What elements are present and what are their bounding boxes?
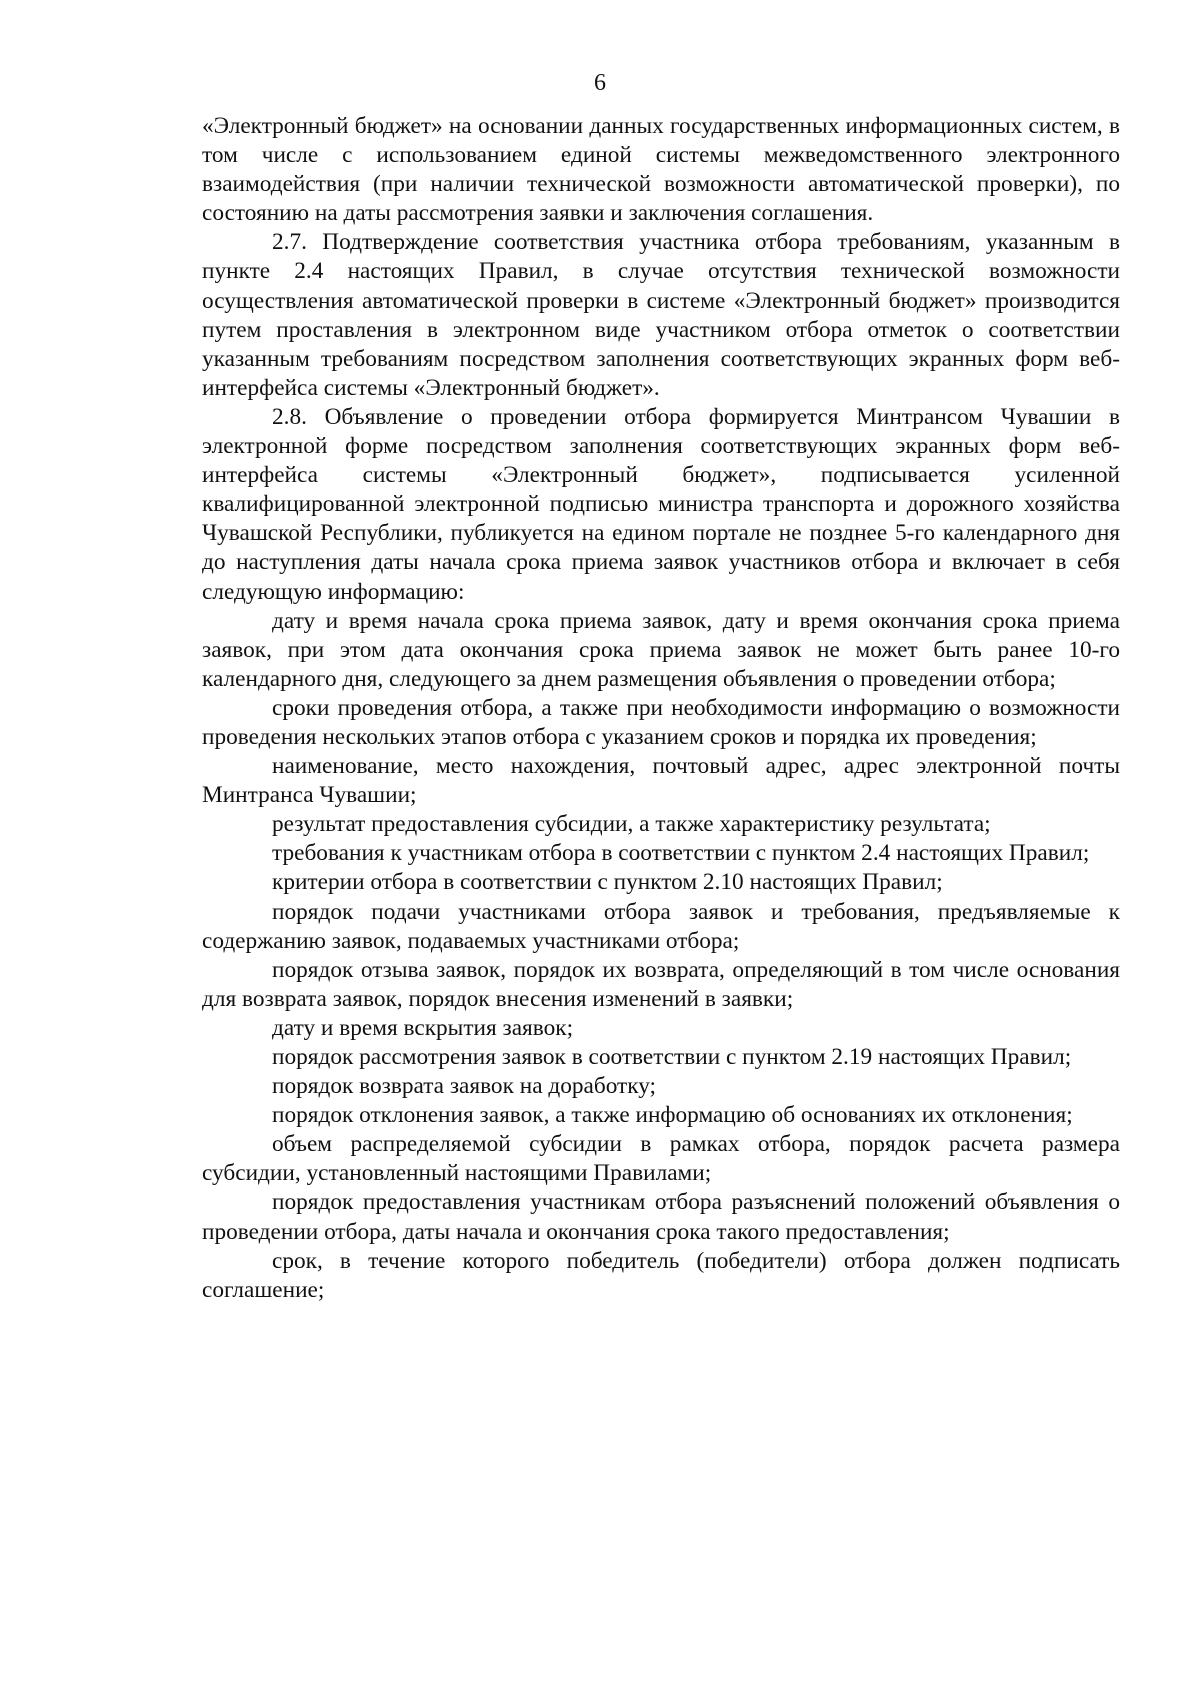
list-item: дату и время вскрытия заявок;: [272, 1014, 574, 1041]
list-item: порядок подачи участниками отбора заявок и требования, предъявляемые к содержанию заявок, подаваемых участниками отбора;: [202, 898, 1120, 954]
list-item: порядок предоставления участникам отбора разъяснений положений объявления о проведении отбора, даты начала и окончания срока такого предоставления;: [202, 1189, 1120, 1245]
list-item: наименование, место нахождения, почтовый адрес, адрес электронной почты Минтранса Чувашии;: [202, 753, 1120, 809]
list-item: порядок отзыва заявок, порядок их возврата, определяющий в том числе основания для возврата заявок, порядок внесения изменений в заявки;: [202, 956, 1120, 1012]
list-item: результат предоставления субсидии, а также характеристику результата;: [272, 811, 991, 838]
document-body: [202, 112, 1120, 1305]
list-item: порядок отклонения заявок, а также информацию об основаниях их отклонения;: [272, 1102, 1073, 1129]
list-item: дату и время начала срока приема заявок, дату и время окончания срока приема заявок, при этом дата окончания срока приема заявок не может быть ранее 10-го календарного дня, следующего за днем размещения объявления о проведении отбора;: [202, 607, 1120, 692]
paragraph: «Электронный бюджет» на основании данных государственных информационных систем, в том числе с использованием единой системы межведомственного электронного взаимодействия (при наличии технической возможности автоматической проверки), по состоянию на даты рассмотрения заявки и заключения соглашения.: [202, 113, 1120, 227]
paragraph-2-7: 2.7. Подтверждение соответствия участника отбора требованиям, указанным в пункте 2.4 настоящих Правил, в случае отсутствия технической возможности осуществления автоматической проверки в системе «Электронный бюджет» производится путем проставления в электронном виде участником отбора отметок о соответствии указанным требованиям посредством заполнения соответствующих экранных форм веб-интерфейса системы «Электронный бюджет».: [202, 229, 1120, 401]
list-item: срок, в течение которого победитель (победители) отбора должен подписать соглашение;: [202, 1247, 1120, 1303]
list-item: критерии отбора в соответствии с пунктом 2.10 настоящих Правил;: [272, 869, 943, 896]
paragraph-2-8: 2.8. Объявление о проведении отбора формируется Минтрансом Чувашии в электронной форме посредством заполнения соответствующих экранных форм веб-интерфейса системы «Электронный бюджет», подписывается усиленной квалифицированной электронной подписью министра транспорта и дорожного хозяйства Чувашской Республики, публикуется на едином портале не позднее 5-го календарного дня до наступления даты начала срока приема заявок участников отбора и включает в себя следующую информацию:: [202, 403, 1120, 605]
page-number: 6: [594, 70, 606, 96]
list-item: порядок возврата заявок на доработку;: [272, 1073, 657, 1100]
list-item: сроки проведения отбора, а также при необходимости информацию о возможности проведения нескольких этапов отбора с указанием сроков и порядка их проведения;: [202, 694, 1120, 750]
list-item: требования к участникам отбора в соответствии с пунктом 2.4 настоящих Правил;: [272, 840, 1090, 867]
list-item: объем распределяемой субсидии в рамках отбора, порядок расчета размера субсидии, установленный настоящими Правилами;: [202, 1131, 1120, 1187]
list-item: порядок рассмотрения заявок в соответствии с пунктом 2.19 настоящих Правил;: [272, 1044, 1072, 1070]
